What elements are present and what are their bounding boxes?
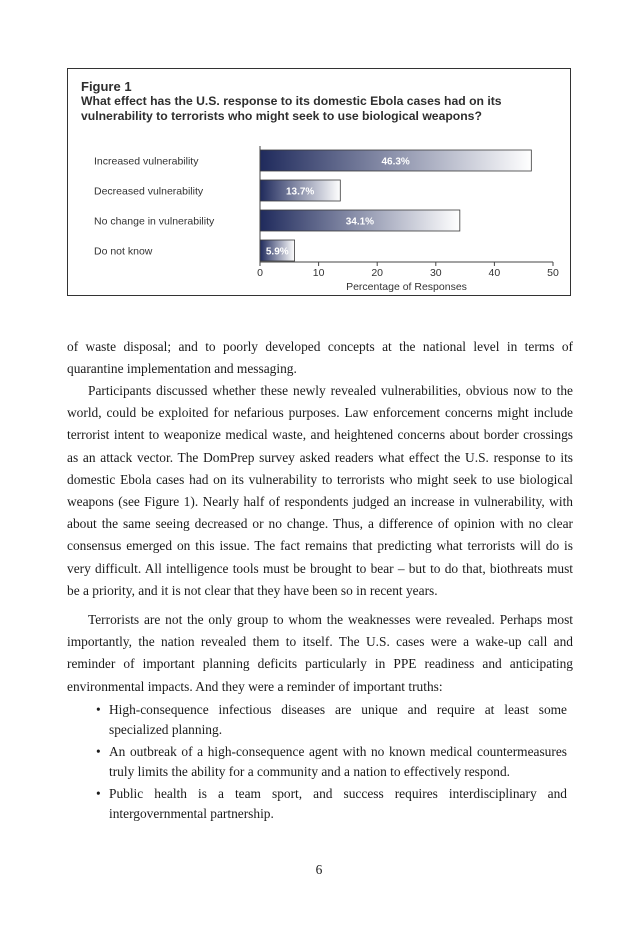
data-label: 5.9% (265, 246, 289, 258)
category-label: Increased vulnerability (94, 155, 199, 168)
list-item (96, 742, 567, 781)
bullet-marker: • (96, 744, 101, 760)
x-tick-label: 30 (429, 267, 442, 279)
bullet-text: An outbreak of a high-consequence agent with no known medical countermeasures truly limits the ability for a community and a nation to effectively respond. (109, 744, 567, 779)
paragraph-2-text: Participants discussed whether these newly revealed vulnerabilities, obvious now to the world, could be exploited for nefarious purposes. Law enforcement concerns might include terrorist intent to weaponize medical waste, and heightened concerns about border crossings as an attack vector. The DomPrep survey asked readers what effect the U.S. response to its domestic Ebola cases had on its vulnerability to terrorists who might seek to use biological weapons (see Figure 1). Nearly half of respondents judged an increase in vulnerability, with about the same seeing decreased or no change. Thus, a difference of opinion with no clear consensus emerged on this issue. The fact remains that predicting what terrorists will do is very difficult. All intelligence tools must be brought to bear – but to do that, biothreats must be a priority, and it is not clear that they have been so in recent years. (67, 383, 573, 598)
figure-label: Figure 1 (81, 79, 132, 94)
page-number: 6 (315, 862, 323, 877)
x-tick-label: 0 (257, 267, 263, 279)
bullet-text: Public health is a team sport, and success requires interdisciplinary and intergovernmental partnership. (109, 786, 567, 821)
paragraph-3 (67, 609, 573, 698)
x-axis-label: Percentage of Responses (346, 281, 467, 293)
paragraph-2 (67, 380, 573, 602)
category-label: Decreased vulnerability (94, 185, 204, 198)
bullet-marker: • (96, 786, 101, 802)
bullet-list (96, 700, 567, 827)
x-tick-label: 20 (371, 267, 384, 279)
x-tick-label: 10 (312, 267, 325, 279)
list-item (96, 700, 567, 739)
figure-box (67, 68, 571, 296)
category-label: No change in vulnerability (94, 215, 215, 228)
list-item (96, 784, 567, 823)
category-label: Do not know (94, 245, 153, 258)
x-tick-label: 40 (488, 267, 501, 279)
bar-chart (68, 69, 572, 297)
x-tick-label: 50 (547, 267, 559, 279)
paragraph-3-text: Terrorists are not the only group to whom the weaknesses were revealed. Perhaps most importantly, the nation revealed them to itself. The U.S. cases were a wake-up call and reminder of important planning deficits particularly in PPE readiness and anticipating environmental impacts. And they were a reminder of important truths: (67, 612, 573, 694)
data-label: 34.1% (345, 216, 375, 228)
figure-question: What effect has the U.S. response to its domestic Ebola cases had on its vulnerability to terrorists who might seek to use biological weapons? (81, 94, 502, 123)
data-label: 46.3% (381, 156, 410, 168)
bullet-text: High-consequence infectious diseases are unique and require at least some specialized planning. (109, 702, 567, 737)
bullet-marker: • (96, 702, 101, 717)
paragraph-1: of waste disposal; and to poorly developed concepts at the national level in terms of quarantine implementation and messaging. (67, 339, 573, 377)
data-label: 13.7% (285, 186, 315, 198)
